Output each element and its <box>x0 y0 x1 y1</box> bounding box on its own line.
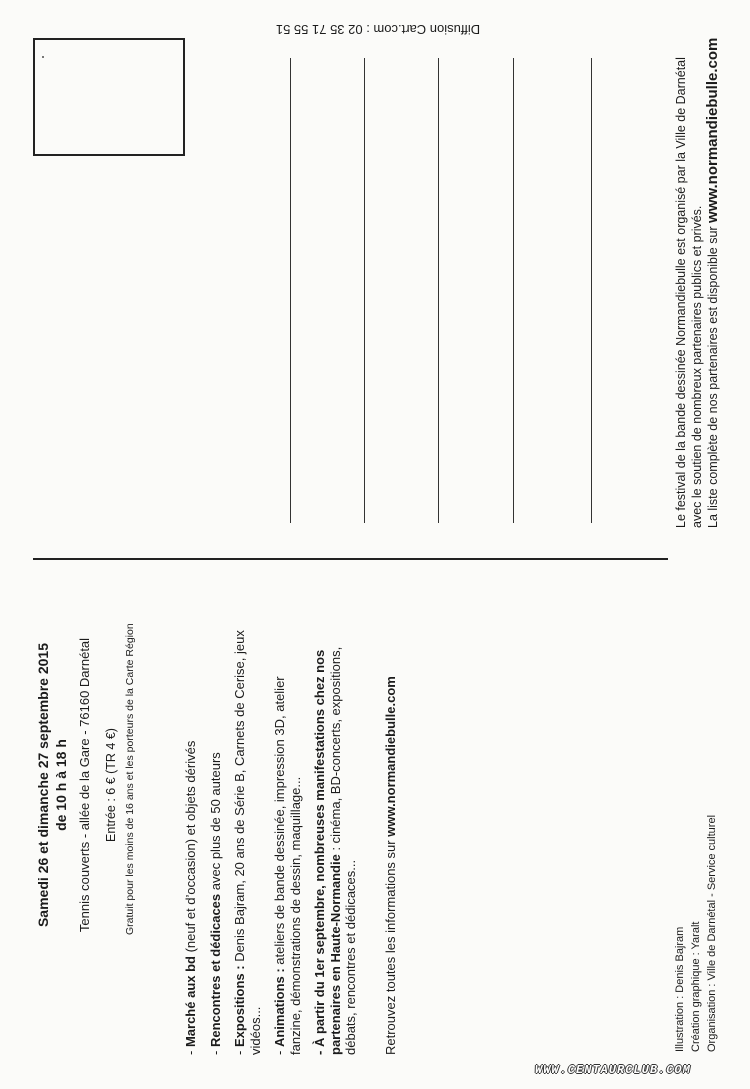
event-hours: de 10 h à 18 h <box>53 739 69 831</box>
address-line-1 <box>290 58 291 523</box>
credits <box>672 815 720 1052</box>
program-website: www.normandiebulle.com <box>382 676 398 837</box>
divider <box>33 558 668 560</box>
festival-line-3: La liste complète de nos partenaires est disponible sur www.normandiebulle.com <box>704 37 721 528</box>
event-free: Gratuit pour les moins de 16 ans et les porteurs de la Carte Région <box>124 623 136 935</box>
program-animations-cont: fanzine, démonstrations de dessin, maquillage... <box>287 776 303 1055</box>
program-partir-cont2: débats, rencontres et dédicaces... <box>343 859 358 1055</box>
program-rencontres: - Rencontres et dédicaces avec plus de 50 auteurs <box>207 752 223 1055</box>
credit-illustration: Illustration : Denis Bajram <box>674 926 686 1052</box>
address-line-4 <box>513 58 514 523</box>
program-expositions-cont: vidéos... <box>247 1006 263 1055</box>
program-list <box>183 630 398 1055</box>
event-entry: Entrée : 6 € (TR 4 €) <box>104 728 118 842</box>
program-marche: - Marché aux bd (neuf et d’occasion) et objets dérivés <box>183 740 198 1055</box>
festival-website: www.normandiebulle.com <box>704 37 721 223</box>
festival-statement <box>673 38 721 528</box>
address-line-2 <box>364 58 365 523</box>
event-dates: Samedi 26 et dimanche 27 septembre 2015 <box>35 642 51 928</box>
stamp-mark <box>42 56 44 58</box>
program-expositions: - Expositions : Denis Bajram, 20 ans de Série B, Carnets de Cerise, jeux <box>232 630 247 1055</box>
address-line-3 <box>438 58 439 523</box>
program-animations: - Animations : ateliers de bande dessinée, impression 3D, atelier <box>272 676 287 1055</box>
credit-creation: Création graphique : Yaralt <box>690 921 702 1052</box>
program-retrouvez: Retrouvez toutes les informations sur www.normandiebulle.com <box>382 676 398 1055</box>
credit-organisation: Organisation : Ville de Darnétal - Service culturel <box>706 814 718 1052</box>
program-partir-cont: partenaires en Haute-Normandie : cinéma, BD-concerts, expositions, <box>327 646 343 1055</box>
watermark: WWW.CENTAURCLUB.COM <box>535 1063 691 1077</box>
event-venue: Tennis couverts - allée de la Gare - 76160 Darnétal <box>77 637 92 933</box>
festival-line-1: Le festival de la bande dessinée Normandiebulle est organisé par la Ville de Darnétal <box>674 57 688 528</box>
diffusion-text: Diffusion Cart.com : 02 35 71 55 51 <box>275 22 481 37</box>
address-line-5 <box>591 58 592 523</box>
festival-line-2: avec le soutien de nombreux partenaires publics et privés. <box>690 205 704 528</box>
program-partir: - À partir du 1er septembre, nombreuses manifestations chez nos <box>312 649 327 1055</box>
stamp-box <box>33 38 185 156</box>
